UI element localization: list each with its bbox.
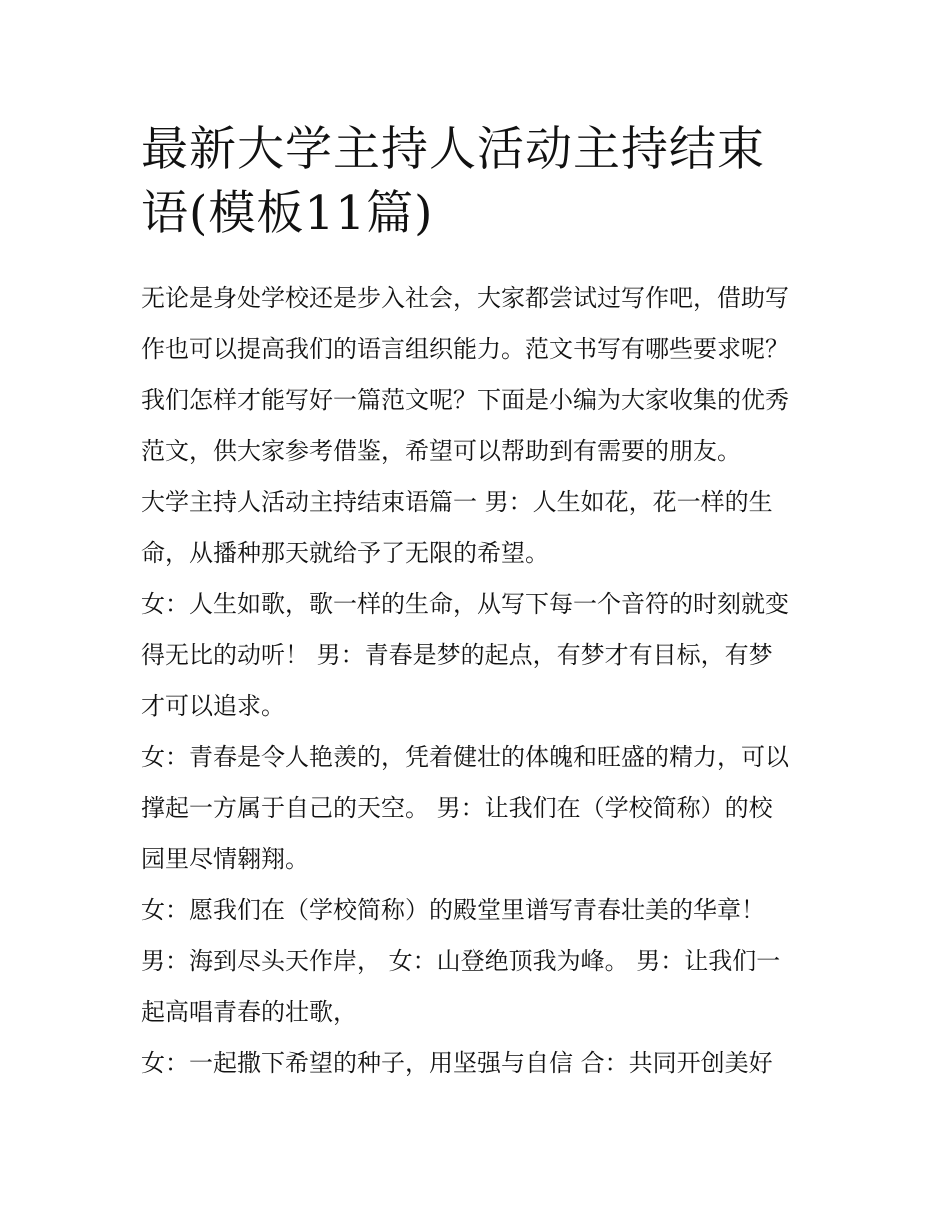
body-line-2: 作也可以提高我们的语言组织能力。范文书写有哪些要求呢？ (141, 335, 789, 363)
body-line-4: 范文，供大家参考借鉴，希望可以帮助到有需要的朋友。 (141, 437, 741, 465)
body-line-6: 命，从播种那天就给予了无限的希望。 (141, 539, 549, 567)
body-line-10: 女：青春是令人艳羡的，凭着健壮的体魄和旺盛的精力，可以 (141, 743, 789, 771)
body-line-8: 得无比的动听！ 男：青春是梦的起点，有梦才有目标，有梦 (141, 641, 773, 669)
body-line-15: 起高唱青春的壮歌， (141, 998, 357, 1026)
body-line-9: 才可以追求。 (141, 692, 285, 720)
body-line-14: 男：海到尽头天作岸， 女：山登绝顶我为峰。 男：让我们一 (141, 947, 781, 975)
document-page (141, 118, 821, 1089)
body-line-7: 女：人生如歌，歌一样的生命，从写下每一个音符的时刻就变 (141, 590, 789, 618)
document-title (141, 118, 821, 246)
body-line-13: 女：愿我们在（学校简称）的殿堂里谱写青春壮美的华章！ (141, 896, 765, 924)
body-line-1: 无论是身处学校还是步入社会，大家都尝试过写作吧，借助写 (141, 284, 789, 312)
body-line-3: 我们怎样才能写好一篇范文呢？下面是小编为大家收集的优秀 (141, 386, 789, 414)
title-line-1: 最新大学主持人活动主持结束 (141, 122, 765, 177)
body-line-5: 大学主持人活动主持结束语篇一 男：人生如花，花一样的生 (141, 488, 773, 516)
body-line-11: 撑起一方属于自己的天空。 男：让我们在（学校简称）的校 (141, 794, 773, 822)
body-line-12: 园里尽情翱翔。 (141, 845, 309, 873)
title-line-2: 语(模板11篇) (141, 186, 434, 241)
document-body (141, 273, 821, 1089)
body-line-16: 女：一起撒下希望的种子，用坚强与自信 合：共同开创美好 (141, 1049, 773, 1077)
